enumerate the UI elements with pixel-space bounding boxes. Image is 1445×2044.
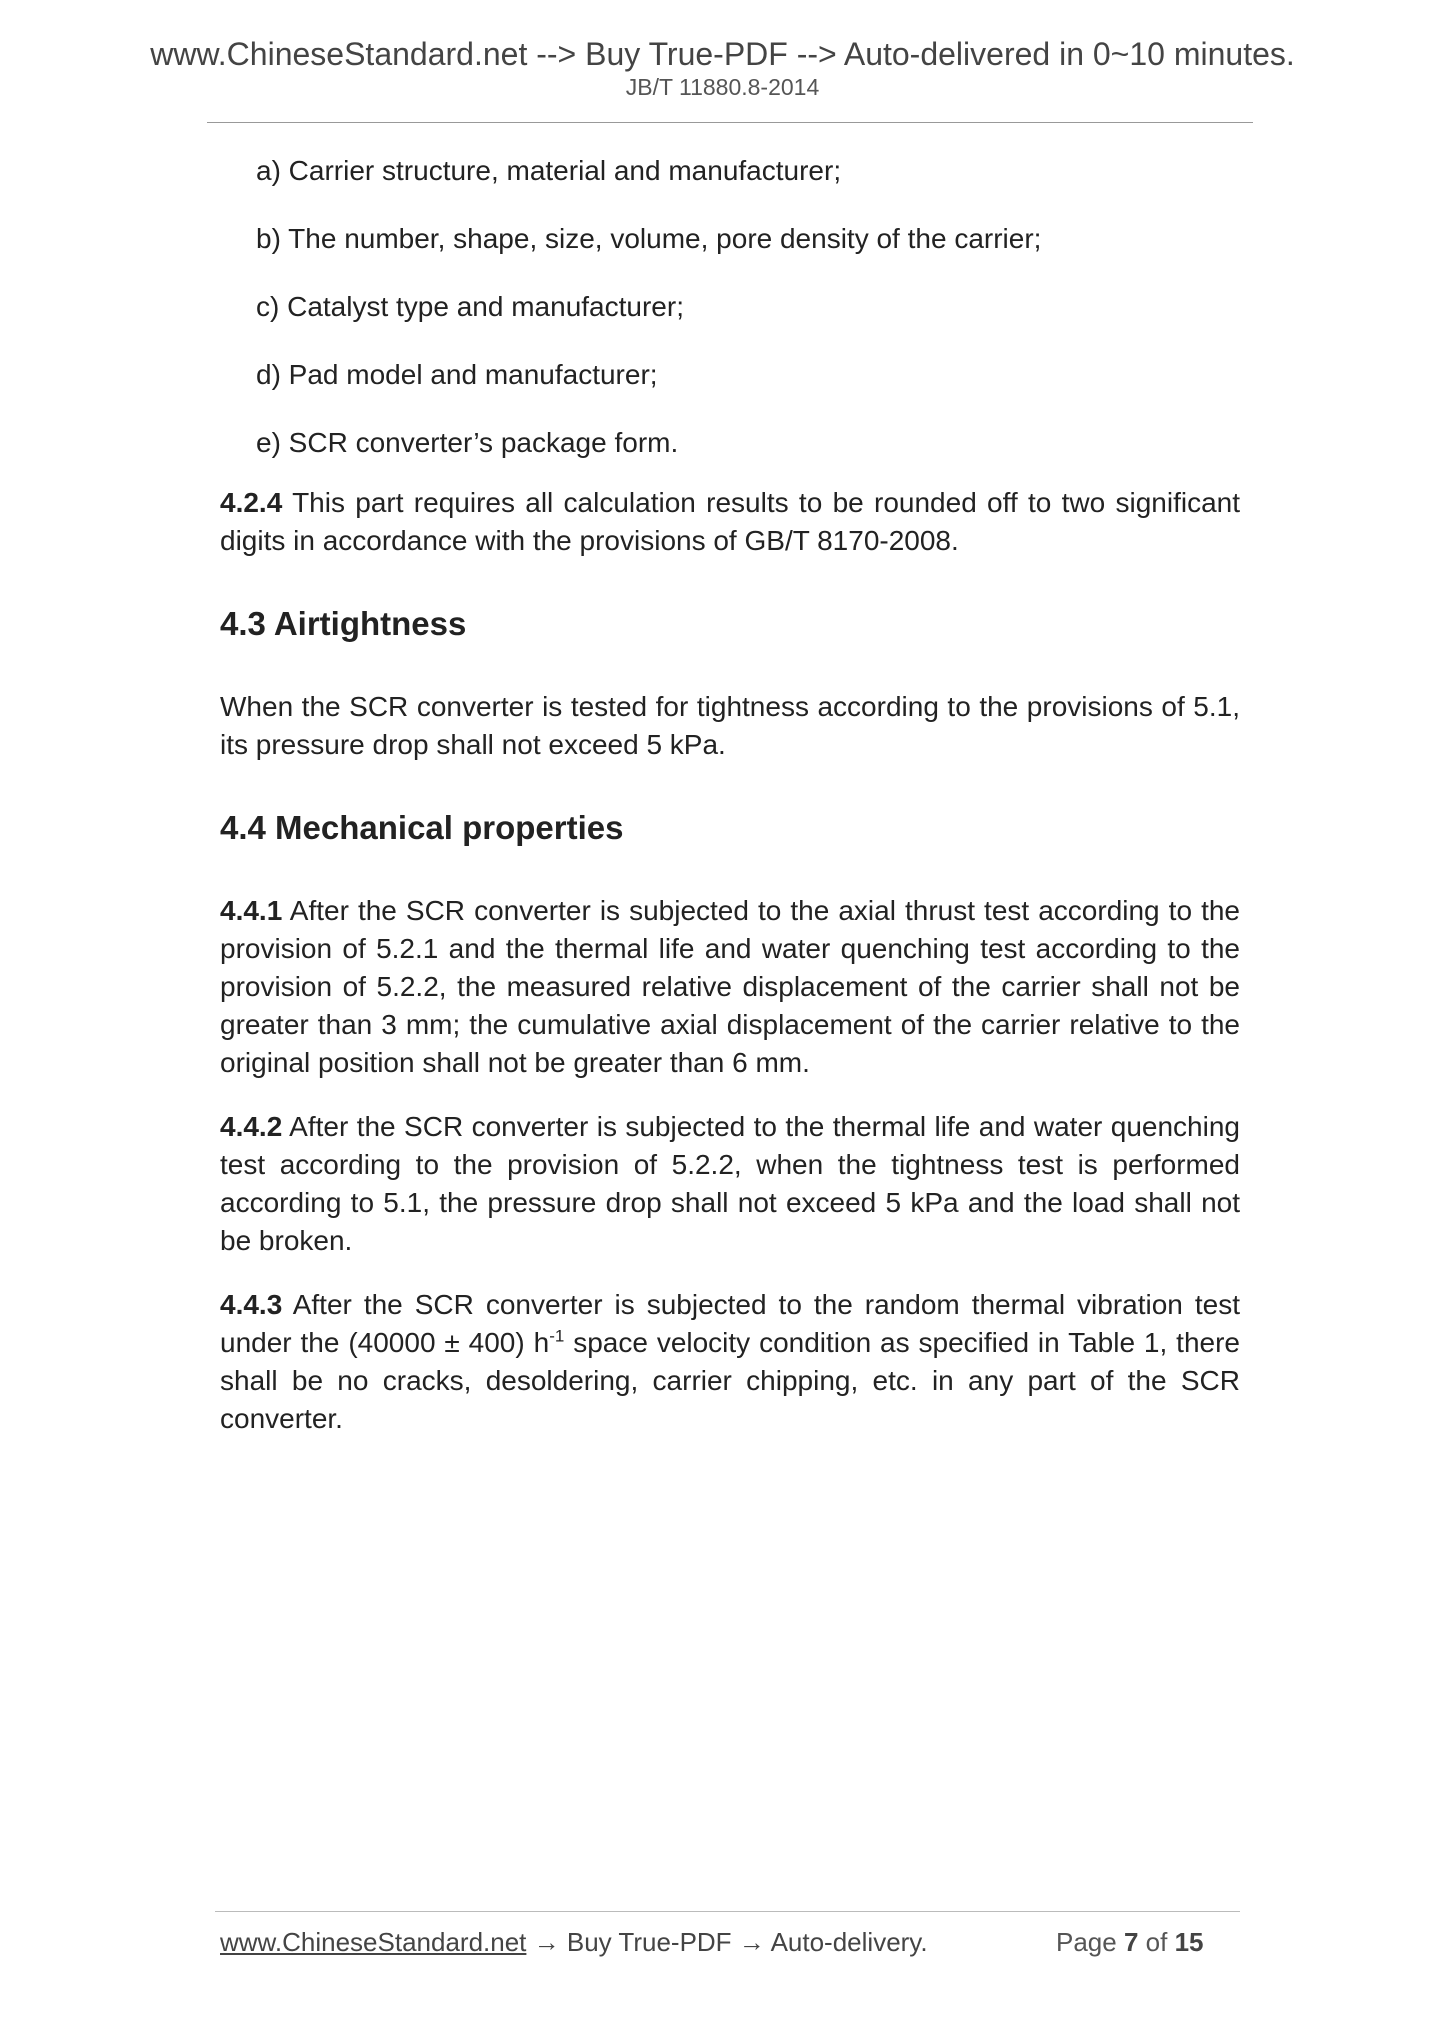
clause-number: 4.4.3 xyxy=(220,1289,283,1320)
page-number: 7 xyxy=(1123,1927,1139,1957)
clause-4-2-4 xyxy=(220,484,1240,560)
header-banner: www.ChineseStandard.net --> Buy True-PDF --> Auto-delivered in 0~10 minutes. xyxy=(150,36,1295,72)
list-item-d: d) Pad model and manufacturer; xyxy=(256,359,658,390)
list-item-b: b) The number, shape, size, volume, pore density of the carrier; xyxy=(256,223,1042,254)
of-label: of xyxy=(1138,1927,1175,1957)
footer-tagline: → Buy True-PDF → Auto-delivery. xyxy=(526,1927,928,1957)
clause-4-4-3 xyxy=(220,1286,1240,1438)
clause-text: After the SCR converter is subjected to the axial thrust test according to the provision of 5.2.1 and the thermal life and water quenching test according to the provision of 5.2.2, the measured relative displacement of the carrier shall not be greater than 3 mm; the cumulative axial displacement of the carrier relative to the original position shall not be greater than 6 mm. xyxy=(220,895,1240,1078)
clause-text: After the SCR converter is subjected to the thermal life and water quenching test according to the provision of 5.2.2, when the tightness test is performed according to 5.1, the pressure drop shall not exceed 5 kPa and the load shall not be broken. xyxy=(220,1111,1240,1256)
list-item-c: c) Catalyst type and manufacturer; xyxy=(256,291,684,322)
clause-text-cont: space velocity condition as specified in Table 1, there shall be no cracks, desoldering, carrier chipping, etc. in any part of the SCR converter. xyxy=(220,1327,1241,1434)
section-heading-mechanical: 4.4 Mechanical properties xyxy=(220,809,624,846)
document-body xyxy=(220,152,1240,1464)
footer-left xyxy=(220,1926,928,1958)
list-item-a: a) Carrier structure, material and manufacturer; xyxy=(256,155,842,186)
clause-4-4-2 xyxy=(220,1108,1240,1260)
superscript: -1 xyxy=(549,1326,565,1346)
page-total: 15 xyxy=(1174,1927,1204,1957)
clause-text: This part requires all calculation results to be rounded off to two significant digits in accordance with the provisions of GB/T 8170-2008. xyxy=(220,487,1240,556)
clause-text: After the SCR converter is subjected to the random thermal vibration test under the (40000 ± 400) h xyxy=(220,1289,1240,1358)
section-heading-airtightness: 4.3 Airtightness xyxy=(220,605,467,642)
page-indicator xyxy=(1056,1926,1203,1958)
footer-site-link[interactable]: www.ChineseStandard.net xyxy=(220,1927,527,1957)
footer-divider xyxy=(215,1911,1240,1912)
page-label: Page xyxy=(1056,1927,1124,1957)
list-item-e: e) SCR converter’s package form. xyxy=(256,427,679,458)
header-divider xyxy=(207,122,1253,123)
clause-number: 4.4.2 xyxy=(220,1111,283,1142)
standard-number: JB/T 11880.8-2014 xyxy=(625,74,820,100)
airtightness-text: When the SCR converter is tested for tightness according to the provisions of 5.1, its pressure drop shall not exceed 5 kPa. xyxy=(220,691,1240,760)
clause-number: 4.2.4 xyxy=(220,487,283,518)
clause-4-4-1 xyxy=(220,892,1240,1082)
clause-number: 4.4.1 xyxy=(220,895,283,926)
